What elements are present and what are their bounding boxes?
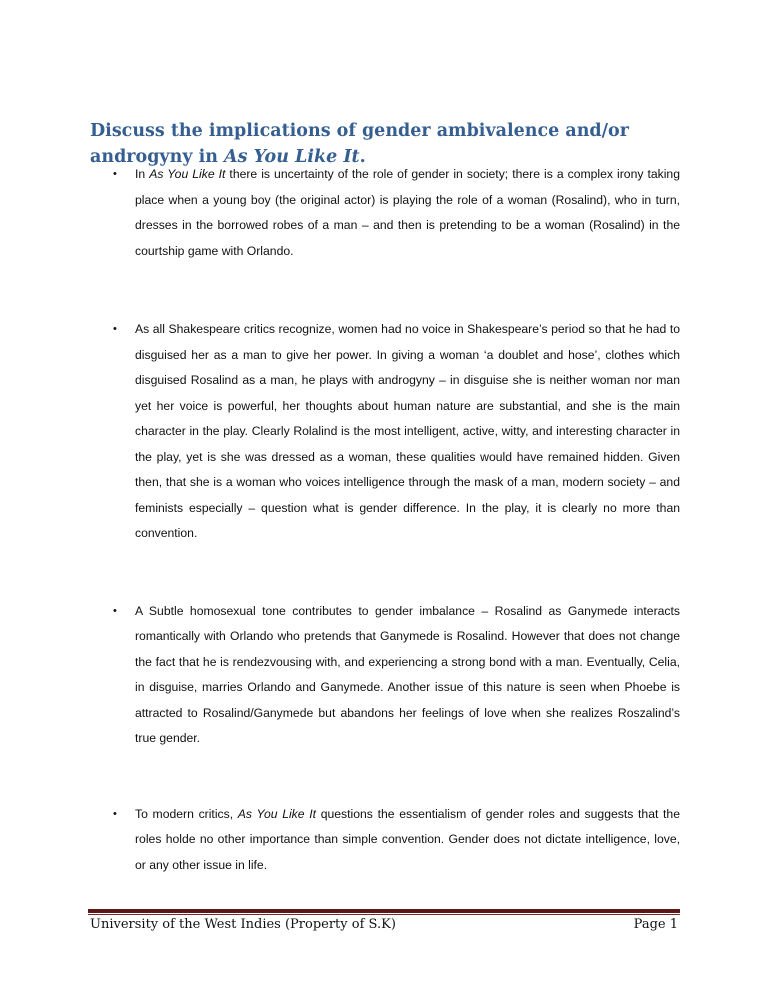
- heading-play-title: As You Like It: [224, 147, 360, 167]
- bullet-item-1: [90, 162, 680, 264]
- bullet-play-title: As You Like It: [237, 806, 317, 821]
- bullet-list: [90, 162, 680, 878]
- bullet-item-3: [90, 599, 680, 752]
- bullet-body: A Subtle homosexual tone contributes to gender imbalance – Rosalind as Ganymede interacts romantically with Orlando who pretends that Ganymede is Rosalind. However that does not change the fact that he is rendezvousing with, and experiencing a strong bond with a man. Eventually, Celia, in disguise, marries Orlando and Ganymede. Another issue of this nature is seen when Phoebe is attracted to Rosalind/Ganymede but abandons her feelings of love when she realizes Roszalind’s true gender.: [135, 603, 680, 745]
- bullet-body: questions the essentialism of gender roles and suggests that the roles holde no other importance than simple convention. Gender does not dictate intelligence, love, or any other issue in life.: [135, 806, 680, 872]
- heading-suffix: .: [359, 147, 366, 167]
- bullet-text: [135, 317, 680, 547]
- bullet-item-2: [90, 317, 680, 547]
- bullet-text: [135, 599, 680, 752]
- footer-institution: University of the West Indies (Property of S.K): [90, 917, 396, 932]
- footer-page-number: Page 1: [633, 917, 678, 932]
- bullet-play-title: As You Like It: [149, 167, 226, 181]
- bullet-icon: •: [113, 168, 117, 180]
- bullet-lead: In: [135, 167, 150, 181]
- footer-rule-thin: [88, 914, 680, 915]
- bullet-icon: •: [113, 323, 117, 335]
- bullet-icon: •: [113, 604, 117, 617]
- bullet-item-4: [90, 802, 680, 879]
- bullet-lead: To modern critics,: [135, 806, 238, 821]
- bullet-body: As all Shakespeare critics recognize, women had no voice in Shakespeare’s period so that he had to disguised her as a man to give her power. In giving a woman ‘a doublet and hose’, clothes which disguised Rosalind as a man, he plays with androgyny – in disguise she is neither woman nor man yet her voice is powerful, her thoughts about human nature are substantial, and she is the main character in the play. Clearly Rolalind is the most intelligent, active, witty, and interesting character in the play, yet is she was dressed as a woman, these qualities would have remained hidden. Given then, that she is a woman who voices intelligence through the mask of a man, modern society – and feminists especially – question what is gender difference. In the play, it is clearly no more than convention.: [135, 322, 680, 540]
- bullet-text: [135, 162, 680, 264]
- bullet-body: there is uncertainty of the role of gender in society; there is a complex irony taking place when a young boy (the original actor) is playing the role of a woman (Rosalind), who in turn, dresses in the borrowed robes of a man – and then is pretending to be a woman (Rosalind) in the courtship game with Orlando.: [135, 167, 680, 258]
- heading-prefix: Discuss the implications of gender ambivalence and/or androgyny in: [90, 121, 629, 167]
- bullet-text: [135, 802, 680, 879]
- bullet-icon: •: [113, 807, 117, 820]
- footer-rule-thick: [88, 909, 680, 913]
